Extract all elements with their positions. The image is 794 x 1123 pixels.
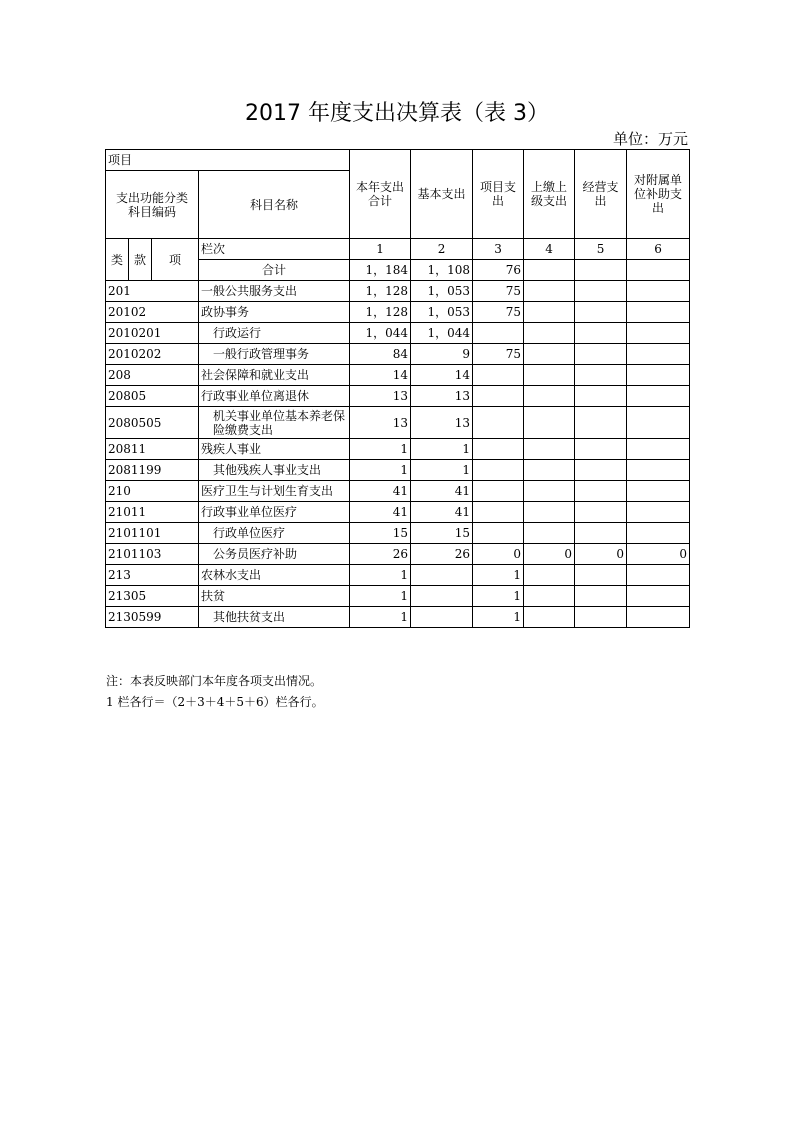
row-c3 [473, 323, 524, 344]
total-c2: 1，108 [411, 260, 473, 281]
row-code: 201 [106, 281, 199, 302]
row-c1: 14 [350, 365, 411, 386]
row-c6 [627, 439, 690, 460]
total-c3: 76 [473, 260, 524, 281]
row-name: 行政运行 [199, 323, 350, 344]
row-c2: 1 [411, 460, 473, 481]
row-c1: 84 [350, 344, 411, 365]
row-c5 [575, 323, 627, 344]
row-c4 [524, 365, 575, 386]
row-c2 [411, 586, 473, 607]
row-c6 [627, 386, 690, 407]
row-code: 2010202 [106, 344, 199, 365]
row-c2: 41 [411, 502, 473, 523]
row-c2: 41 [411, 481, 473, 502]
row-c6 [627, 481, 690, 502]
header-lanci: 栏次 [199, 239, 350, 260]
row-c3: 1 [473, 586, 524, 607]
row-code: 213 [106, 565, 199, 586]
row-c1: 13 [350, 386, 411, 407]
row-code: 21011 [106, 502, 199, 523]
row-c5 [575, 523, 627, 544]
row-name: 一般公共服务支出 [199, 281, 350, 302]
row-c4 [524, 281, 575, 302]
row-code: 210 [106, 481, 199, 502]
row-c1: 13 [350, 407, 411, 439]
row-c5 [575, 344, 627, 365]
column-number-4: 4 [524, 239, 575, 260]
table-row [106, 344, 690, 365]
total-label: 合计 [199, 260, 350, 281]
row-c4 [524, 523, 575, 544]
table-row [106, 281, 690, 302]
row-c1: 1 [350, 586, 411, 607]
row-c4 [524, 460, 575, 481]
row-c5 [575, 386, 627, 407]
row-c3 [473, 365, 524, 386]
table-row [106, 607, 690, 628]
row-c5 [575, 460, 627, 481]
row-c3 [473, 523, 524, 544]
row-c6 [627, 281, 690, 302]
page-title: 2017 年度支出决算表（表 3） [245, 101, 549, 126]
row-c1: 1 [350, 460, 411, 481]
row-c4 [524, 344, 575, 365]
row-c2: 14 [411, 365, 473, 386]
row-c4 [524, 386, 575, 407]
header-kuan: 款 [129, 239, 152, 281]
table-row [106, 386, 690, 407]
row-name: 一般行政管理事务 [199, 344, 350, 365]
row-c1: 41 [350, 481, 411, 502]
table-row [106, 439, 690, 460]
column-number-6: 6 [627, 239, 690, 260]
table-row [106, 544, 690, 565]
row-c2: 13 [411, 386, 473, 407]
table-row [106, 460, 690, 481]
row-code: 21305 [106, 586, 199, 607]
row-c4 [524, 302, 575, 323]
row-code: 20805 [106, 386, 199, 407]
row-c2: 1，053 [411, 302, 473, 323]
table-row [106, 523, 690, 544]
row-c3 [473, 439, 524, 460]
row-c6 [627, 302, 690, 323]
notes [106, 671, 324, 713]
row-c1: 41 [350, 502, 411, 523]
row-c1: 1，128 [350, 281, 411, 302]
unit-label: 单位：万元 [612, 130, 688, 148]
table-row [106, 502, 690, 523]
row-name: 行政单位医疗 [199, 523, 350, 544]
row-name: 医疗卫生与计划生育支出 [199, 481, 350, 502]
row-c3 [473, 502, 524, 523]
row-c5 [575, 565, 627, 586]
header-xiang: 项 [152, 239, 199, 281]
row-c3: 75 [473, 281, 524, 302]
row-c1: 26 [350, 544, 411, 565]
row-c1: 1，128 [350, 302, 411, 323]
row-code: 20102 [106, 302, 199, 323]
row-c1: 1 [350, 565, 411, 586]
row-c6 [627, 365, 690, 386]
row-c4 [524, 607, 575, 628]
row-c5 [575, 365, 627, 386]
row-c4 [524, 481, 575, 502]
row-code: 2080505 [106, 407, 199, 439]
row-c4 [524, 407, 575, 439]
column-number-3: 3 [473, 239, 524, 260]
row-c6 [627, 565, 690, 586]
row-c4 [524, 502, 575, 523]
row-c2: 1，053 [411, 281, 473, 302]
row-c6 [627, 523, 690, 544]
row-code: 20811 [106, 439, 199, 460]
header-project: 项目 [106, 150, 350, 171]
row-c6 [627, 586, 690, 607]
header-col-business: 经营支出 [575, 150, 627, 239]
table-row [106, 365, 690, 386]
note-line-2: 1 栏各行＝（2＋3＋4＋5＋6）栏各行。 [106, 695, 324, 709]
row-c3: 1 [473, 607, 524, 628]
column-number-2: 2 [411, 239, 473, 260]
header-name: 科目名称 [199, 171, 350, 239]
row-c5 [575, 502, 627, 523]
row-c2: 1，044 [411, 323, 473, 344]
row-c6 [627, 502, 690, 523]
row-c2 [411, 565, 473, 586]
header-col-project: 项目支出 [473, 150, 524, 239]
row-c4 [524, 323, 575, 344]
row-code: 2101103 [106, 544, 199, 565]
row-c4 [524, 586, 575, 607]
header-code: 支出功能分类科目编码 [106, 171, 199, 239]
header-col-upper: 上缴上级支出 [524, 150, 575, 239]
row-c6 [627, 607, 690, 628]
header-col-subsidy: 对附属单位补助支出 [627, 150, 690, 239]
table-row [106, 323, 690, 344]
row-c1: 1，044 [350, 323, 411, 344]
row-name: 扶贫 [199, 586, 350, 607]
row-c6 [627, 407, 690, 439]
row-c1: 1 [350, 439, 411, 460]
table-row [106, 407, 690, 439]
row-c5 [575, 302, 627, 323]
row-name: 政协事务 [199, 302, 350, 323]
header-col-total: 本年支出合计 [350, 150, 411, 239]
row-name: 农林水支出 [199, 565, 350, 586]
row-c6: 0 [627, 544, 690, 565]
row-c5 [575, 607, 627, 628]
row-c4: 0 [524, 544, 575, 565]
row-name: 机关事业单位基本养老保险缴费支出 [199, 407, 350, 439]
row-c6 [627, 460, 690, 481]
row-c4 [524, 439, 575, 460]
row-c6 [627, 344, 690, 365]
row-c3 [473, 481, 524, 502]
row-c5 [575, 439, 627, 460]
table-row [106, 565, 690, 586]
row-c5 [575, 481, 627, 502]
table-row [106, 481, 690, 502]
row-c1: 1 [350, 607, 411, 628]
expenditure-table [105, 149, 690, 628]
row-code: 2010201 [106, 323, 199, 344]
row-c2: 26 [411, 544, 473, 565]
row-c5 [575, 407, 627, 439]
row-c1: 15 [350, 523, 411, 544]
table-row [106, 586, 690, 607]
row-c5 [575, 281, 627, 302]
row-code: 2130599 [106, 607, 199, 628]
row-c3 [473, 407, 524, 439]
column-number-1: 1 [350, 239, 411, 260]
row-c2: 9 [411, 344, 473, 365]
row-name: 行政事业单位医疗 [199, 502, 350, 523]
header-lei: 类 [106, 239, 129, 281]
row-c3: 1 [473, 565, 524, 586]
row-c3 [473, 386, 524, 407]
row-c3: 75 [473, 302, 524, 323]
row-c4 [524, 565, 575, 586]
row-c2: 13 [411, 407, 473, 439]
row-code: 208 [106, 365, 199, 386]
column-number-5: 5 [575, 239, 627, 260]
row-c2: 15 [411, 523, 473, 544]
table-row [106, 302, 690, 323]
row-c5 [575, 586, 627, 607]
row-name: 公务员医疗补助 [199, 544, 350, 565]
row-name: 行政事业单位离退休 [199, 386, 350, 407]
row-name: 其他残疾人事业支出 [199, 460, 350, 481]
header-col-basic: 基本支出 [411, 150, 473, 239]
row-name: 其他扶贫支出 [199, 607, 350, 628]
row-name: 社会保障和就业支出 [199, 365, 350, 386]
total-c1: 1，184 [350, 260, 411, 281]
row-name: 残疾人事业 [199, 439, 350, 460]
row-c2 [411, 607, 473, 628]
row-c6 [627, 323, 690, 344]
row-c3 [473, 460, 524, 481]
row-code: 2101101 [106, 523, 199, 544]
row-c2: 1 [411, 439, 473, 460]
row-c3: 75 [473, 344, 524, 365]
row-c3: 0 [473, 544, 524, 565]
row-c5: 0 [575, 544, 627, 565]
row-code: 2081199 [106, 460, 199, 481]
note-line-1: 注：本表反映部门本年度各项支出情况。 [106, 674, 323, 688]
